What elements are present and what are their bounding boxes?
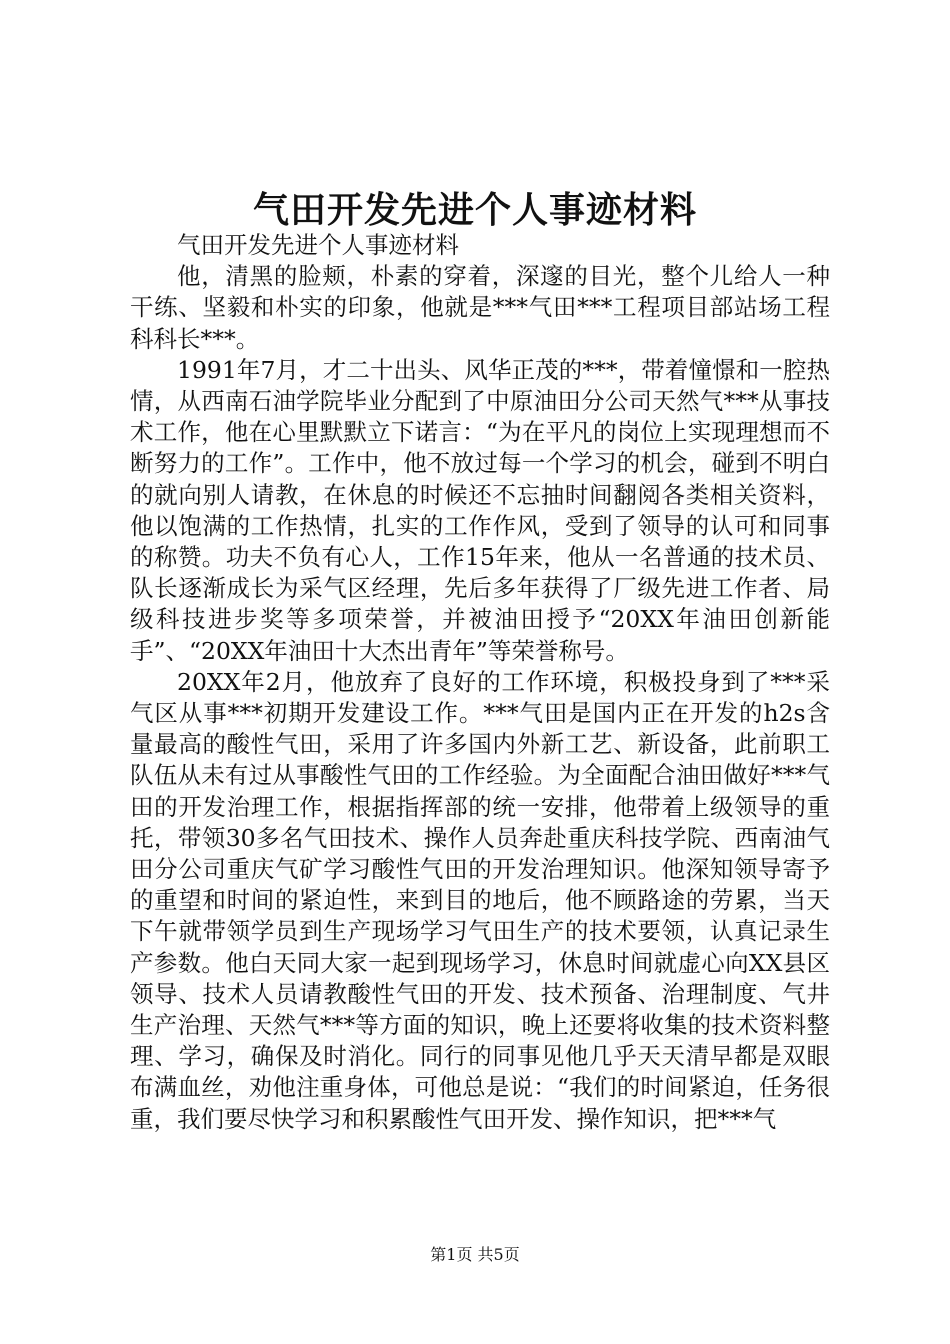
document-body — [130, 230, 830, 1135]
page-footer: 第1页 共5页 — [430, 1245, 520, 1264]
paragraph-20xx: 20XX年2月，他放弃了良好的工作环境，积极投身到了***采气区从事***初期开发建设工作。***气田是国内正在开发的h2s含量最高的酸性气田，采用了许多国内外新工艺、新设备，此前职工队伍从未有过从事酸性气田的工作经验。为全面配合油田做好***气田的开发治理工作，根据指挥部的统一安排，他带着上级领导的重托，带领30多名气田技术、操作人员奔赴重庆科技学院、西南油气田分公司重庆气矿学习酸性气田的开发治理知识。他深知领导寄予的重望和时间的紧迫性，来到目的地后，他不顾路途的劳累，当天下午就带领学员到生产现场学习气田生产的技术要领，认真记录生产参数。他白天同大家一起到现场学习，休息时间就虚心向XX县区领导、技术人员请教酸性气田的开发、技术预备、治理制度、气井生产治理、天然气***等方面的知识，晚上还要将收集的技术资料整理、学习，确保及时消化。同行的同事见他几乎天天清早都是双眼布满血丝，劝他注重身体，可他总是说：“我们的时间紧迫，任务很重，我们要尽快学习和积累酸性气田开发、操作知识，把***气 — [130, 667, 830, 1133]
paragraph-subtitle: 气田开发先进个人事迹材料 — [177, 231, 459, 259]
document-title: 气田开发先进个人事迹材料 — [252, 189, 697, 231]
paragraph-1991: 1991年7月，才二十出头、风华正茂的***，带着憧憬和一腔热情，从西南石油学院毕业分配到了中原油田分公司天然气***从事技术工作，他在心里默默立下诺言：“为在平凡的岗位上实现理想而不断努力的工作”。工作中，他不放过每一个学习的机会，碰到不明白的就向别人请教，在休息的时候还不忘抽时间翻阅各类相关资料，他以饱满的工作热情，扎实的工作作风，受到了领导的认可和同事的称赞。功夫不负有心人，工作15年来，他从一名普通的技术员、队长逐渐成长为采气区经理，先后多年获得了厂级先进工作者、局级科技进步奖等多项荣誉，并被油田授予“20XX年油田创新能手”、“20XX年油田十大杰出青年”等荣誉称号。 — [130, 355, 830, 665]
paragraph-intro: 他，清黑的脸颊，朴素的穿着，深邃的目光，整个儿给人一种干练、坚毅和朴实的印象，他就是***气田***工程项目部站场工程科科长***。 — [130, 262, 830, 353]
